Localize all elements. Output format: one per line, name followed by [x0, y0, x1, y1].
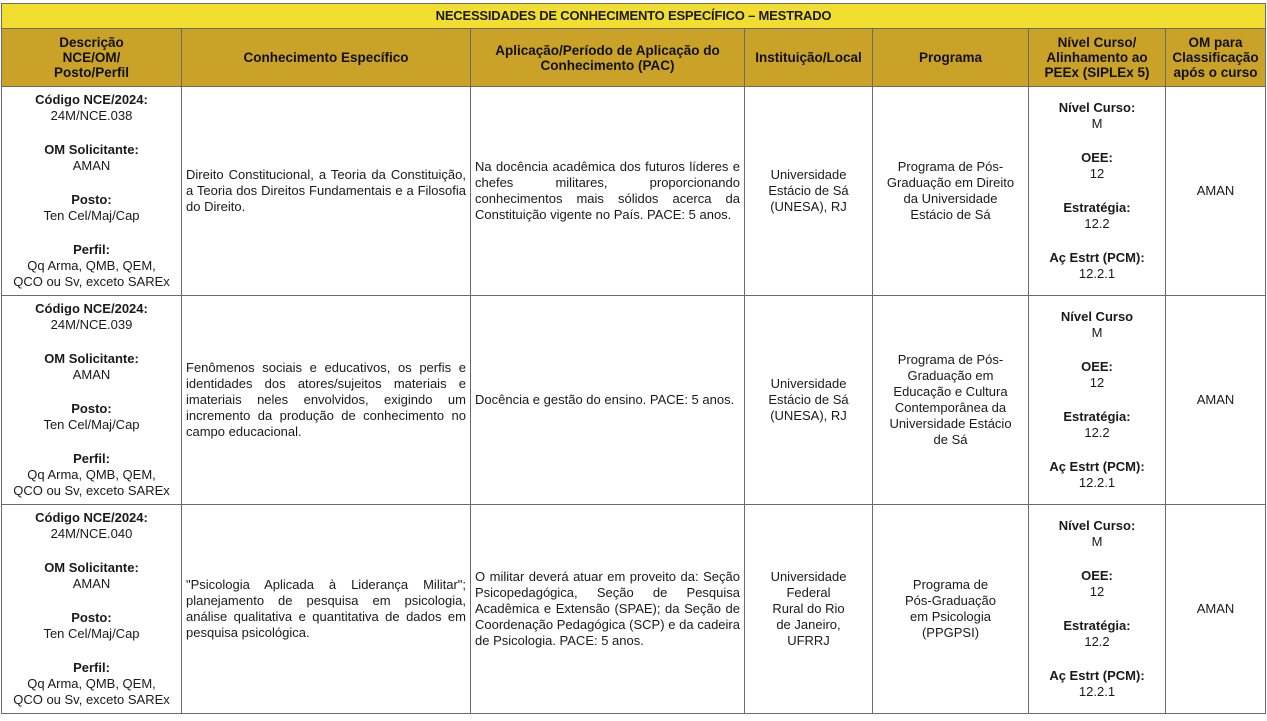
instituicao-line: Estácio de Sá [768, 392, 849, 407]
cell-conhecimento: Fenômenos sociais e educativos, os perfis e identidades dos atores/sujeitos materiais e imateriais neles envolvidos, exigindo um incremento da produção de conhecimento no campo educacional. [182, 296, 471, 505]
header-line: após o curso [1173, 65, 1258, 80]
nivel-label: Nível Curso [1060, 309, 1134, 324]
cell-aplicacao: Na docência acadêmica dos futuros líderes e chefes militares, proporcionando conhecimentos mais sólidos acerca da Constituição vigente no País. PACE: 5 anos. [471, 87, 745, 296]
instituicao-line: Universidade [770, 569, 847, 584]
cell-nivel [1029, 87, 1166, 296]
acestrt-label: Aç Estrt (PCM): [1049, 668, 1145, 683]
acestrt-value: 12.2.1 [1078, 266, 1116, 281]
programa-line: Graduação em [907, 368, 994, 383]
cell-conhecimento: "Psicologia Aplicada à Liderança Militar"; planejamento de pesquisa em psicologia, análise qualitativa e quantitativa de dados em pesquisa psicológica. [182, 505, 471, 714]
nivel-label: Nível Curso: [1058, 518, 1136, 533]
cell-descricao [2, 296, 182, 505]
header-line: Classificação [1172, 50, 1259, 65]
posto-label: Posto: [71, 610, 112, 625]
estrategia-label: Estratégia: [1063, 618, 1131, 633]
instituicao-line: UFRRJ [787, 633, 830, 648]
posto-label: Posto: [71, 401, 112, 416]
programa-line: de Sá [933, 432, 968, 447]
header-descricao [2, 29, 182, 87]
om-label: OM Solicitante: [44, 351, 139, 366]
cell-instituicao [745, 87, 873, 296]
cell-programa [873, 296, 1029, 505]
header-conhecimento [182, 29, 471, 87]
posto-label: Posto: [71, 192, 112, 207]
acestrt-value: 12.2.1 [1078, 684, 1116, 699]
codigo-label: Código NCE/2024: [35, 92, 148, 107]
instituicao-line: Estácio de Sá [768, 183, 849, 198]
nivel-value: M [1091, 325, 1103, 340]
instituicao-line: (UNESA), RJ [770, 408, 847, 423]
programa-line: (PPGPSI) [921, 625, 980, 640]
codigo-label: Código NCE/2024: [35, 510, 148, 525]
header-instituicao [745, 29, 873, 87]
nivel-value: M [1091, 116, 1103, 131]
om-value: AMAN [72, 158, 111, 173]
programa-line: Graduação em Direito [886, 175, 1015, 190]
oee-value: 12 [1089, 584, 1105, 599]
programa-line: Universidade Estácio [889, 416, 1012, 431]
cell-programa [873, 505, 1029, 714]
programa-line: Educação e Cultura [893, 384, 1008, 399]
cell-descricao [2, 87, 182, 296]
oee-value: 12 [1089, 166, 1105, 181]
header-aplicacao [471, 29, 745, 87]
header-om-classificacao [1166, 29, 1266, 87]
instituicao-line: Federal [786, 585, 831, 600]
header-line: Programa [918, 50, 983, 65]
perfil-value: QCO ou Sv, exceto SAREx [13, 274, 170, 289]
oee-label: OEE: [1081, 150, 1113, 165]
header-line: Conhecimento Específico [243, 50, 409, 65]
posto-value: Ten Cel/Maj/Cap [43, 417, 140, 432]
estrategia-label: Estratégia: [1063, 409, 1131, 424]
om-label: OM Solicitante: [44, 142, 139, 157]
estrategia-value: 12.2 [1084, 634, 1110, 649]
perfil-value: QCO ou Sv, exceto SAREx [13, 483, 170, 498]
programa-line: Contemporânea da [894, 400, 1007, 415]
programa-line: Programa de Pós- [897, 352, 1004, 367]
cell-aplicacao: Docência e gestão do ensino. PACE: 5 anos. [471, 296, 745, 505]
programa-line: Programa de [912, 577, 989, 592]
cell-om-classificacao: AMAN [1166, 505, 1266, 714]
instituicao-line: de Janeiro, [776, 617, 841, 632]
programa-line: Pós-Graduação [904, 593, 997, 608]
acestrt-label: Aç Estrt (PCM): [1049, 250, 1145, 265]
programa-line: em Psicologia [910, 609, 991, 624]
posto-value: Ten Cel/Maj/Cap [43, 626, 140, 641]
oee-label: OEE: [1081, 359, 1113, 374]
table-row [2, 87, 1266, 296]
header-line: Descrição [59, 35, 124, 50]
programa-line: da Universidade [903, 191, 998, 206]
table-row [2, 505, 1266, 714]
programa-line: Estácio de Sá [910, 207, 991, 222]
acestrt-label: Aç Estrt (PCM): [1049, 459, 1145, 474]
om-value: AMAN [72, 576, 111, 591]
header-line: PEEx (SIPLEx 5) [1044, 65, 1150, 80]
header-line: Conhecimento (PAC) [540, 57, 675, 73]
cell-descricao [2, 505, 182, 714]
estrategia-label: Estratégia: [1063, 200, 1131, 215]
cell-nivel [1029, 296, 1166, 505]
header-programa [873, 29, 1029, 87]
perfil-label: Perfil: [73, 660, 110, 675]
table-title: NECESSIDADES DE CONHECIMENTO ESPECÍFICO – MESTRADO [2, 4, 1266, 29]
perfil-label: Perfil: [73, 451, 110, 466]
instituicao-line: (UNESA), RJ [770, 199, 847, 214]
acestrt-value: 12.2.1 [1078, 475, 1116, 490]
codigo-value: 24M/NCE.040 [50, 526, 133, 541]
cell-nivel [1029, 505, 1166, 714]
codigo-value: 24M/NCE.039 [50, 317, 133, 332]
om-label: OM Solicitante: [44, 560, 139, 575]
nivel-label: Nível Curso: [1058, 100, 1136, 115]
perfil-value: Qq Arma, QMB, QEM, [27, 676, 156, 691]
header-nivel [1029, 29, 1166, 87]
cell-instituicao [745, 505, 873, 714]
cell-instituicao [745, 296, 873, 505]
header-line: Alinhamento ao [1046, 50, 1148, 65]
cell-aplicacao: O militar deverá atuar em proveito da: Seção Psicopedagógica, Seção de Pesquisa Acadêmica e Extensão (SPAE); da Seção de Coordenação Pedagógica (SCP) e da cadeira de Psicologia. PACE: 5 anos. [471, 505, 745, 714]
oee-label: OEE: [1081, 568, 1113, 583]
programa-line: Programa de Pós- [897, 159, 1004, 174]
nce-table [1, 3, 1266, 714]
header-line: Posto/Perfil [53, 65, 129, 80]
header-line: Nível Curso/ [1057, 35, 1137, 50]
table-row [2, 296, 1266, 505]
header-line: NCE/OM/ [62, 50, 121, 65]
perfil-label: Perfil: [73, 242, 110, 257]
posto-value: Ten Cel/Maj/Cap [43, 208, 140, 223]
om-value: AMAN [72, 367, 111, 382]
header-line: Aplicação/Período de Aplicação do [495, 42, 720, 58]
perfil-value: QCO ou Sv, exceto SAREx [13, 692, 170, 707]
header-line: OM para [1188, 35, 1243, 50]
cell-conhecimento: Direito Constitucional, a Teoria da Constituição, a Teoria dos Direitos Fundamentais e a Filosofia do Direito. [182, 87, 471, 296]
codigo-label: Código NCE/2024: [35, 301, 148, 316]
instituicao-line: Universidade [770, 376, 847, 391]
oee-value: 12 [1089, 375, 1105, 390]
perfil-value: Qq Arma, QMB, QEM, [27, 467, 156, 482]
codigo-value: 24M/NCE.038 [50, 108, 133, 123]
estrategia-value: 12.2 [1084, 216, 1110, 231]
instituicao-line: Universidade [770, 167, 847, 182]
nivel-value: M [1091, 534, 1103, 549]
header-line: Instituição/Local [755, 50, 862, 65]
cell-om-classificacao: AMAN [1166, 87, 1266, 296]
estrategia-value: 12.2 [1084, 425, 1110, 440]
perfil-value: Qq Arma, QMB, QEM, [27, 258, 156, 273]
cell-programa [873, 87, 1029, 296]
instituicao-line: Rural do Rio [772, 601, 845, 616]
cell-om-classificacao: AMAN [1166, 296, 1266, 505]
